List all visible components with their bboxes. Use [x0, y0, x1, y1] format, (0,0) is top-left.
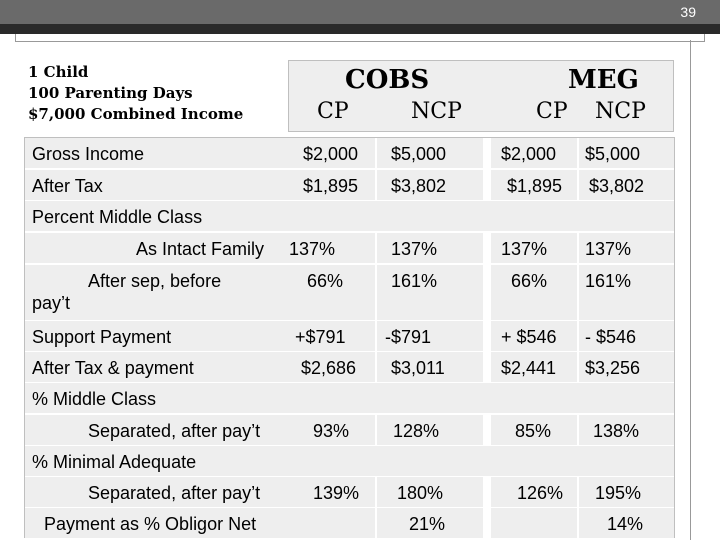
heading-line-days: 100 Parenting Days — [28, 84, 193, 102]
table-row-after-tax-payment — [25, 352, 674, 383]
cobs-cp-value: 139% — [313, 483, 360, 503]
cobs-ncp-value: 128% — [393, 421, 440, 441]
row-label: Gross Income — [32, 144, 145, 164]
meg-ncp-value: 161% — [585, 271, 632, 291]
table-row-after-separation — [25, 265, 674, 321]
table-row-minimal-adequate-section — [25, 446, 674, 477]
cobs-ncp-value: $5,000 — [391, 144, 447, 164]
meg-cp-value: 137% — [501, 239, 548, 259]
heading-line-child: 1 Child — [28, 63, 89, 81]
table-row-intact-family — [25, 233, 674, 264]
section-label: % Minimal Adequate — [32, 452, 197, 472]
cobs-cp-value: 137% — [289, 239, 336, 259]
table-row-support-payment — [25, 321, 674, 352]
meg-ncp-value: $5,000 — [585, 144, 641, 164]
cobs-cp-value: 66% — [307, 271, 344, 291]
section-label: % Middle Class — [32, 389, 157, 409]
section-label: Percent Middle Class — [32, 207, 203, 227]
meg-ncp-value: - $546 — [585, 327, 637, 347]
cobs-cp-value: +$791 — [295, 327, 346, 347]
slide-right-rule — [690, 40, 691, 540]
meg-ncp-value: 14% — [607, 514, 644, 534]
cobs-group-title: COBS — [345, 65, 430, 95]
cobs-ncp-header: NCP — [411, 99, 462, 124]
table-row-payment-obligor — [25, 508, 674, 538]
row-label: As Intact Family — [136, 239, 265, 259]
heading-line-income: $7,000 Combined Income — [28, 105, 244, 123]
table-row-after-tax — [25, 170, 674, 201]
table-row-separated-middle-class — [25, 415, 674, 446]
meg-ncp-value: 137% — [585, 239, 632, 259]
meg-ncp-value: $3,256 — [585, 358, 641, 378]
cobs-ncp-value: 137% — [391, 239, 438, 259]
meg-cp-value: $2,441 — [501, 358, 557, 378]
cobs-ncp-value: $3,011 — [391, 358, 445, 378]
slide-number: 39 — [680, 4, 696, 20]
table-row-percent-middle-class — [25, 201, 674, 232]
row-label: Support Payment — [32, 327, 172, 347]
cobs-ncp-value: 161% — [391, 271, 438, 291]
row-label: After Tax & payment — [32, 358, 194, 378]
row-label: Separated, after pay’t — [88, 421, 261, 441]
cobs-cp-value: $2,000 — [303, 144, 359, 164]
table-row-middle-class-section — [25, 383, 674, 414]
row-label: Separated, after pay’t — [88, 483, 261, 503]
meg-cp-header: CP — [536, 99, 568, 124]
cobs-ncp-value: 180% — [397, 483, 444, 503]
meg-group-title: MEG — [568, 65, 639, 95]
slide-accent-bar — [0, 24, 720, 34]
meg-cp-value: 126% — [517, 483, 564, 503]
cobs-cp-value: 93% — [313, 421, 350, 441]
table-row-gross-income — [25, 138, 674, 169]
meg-ncp-value: 138% — [593, 421, 640, 441]
meg-cp-value: $2,000 — [501, 144, 557, 164]
scenario-heading — [28, 62, 286, 132]
row-label: After Tax — [32, 176, 103, 196]
meg-ncp-value: $3,802 — [589, 176, 645, 196]
table-row-separated-minimal-adequate — [25, 477, 674, 508]
slide-frame — [15, 34, 705, 42]
comparison-table — [24, 137, 675, 538]
meg-cp-value: 66% — [511, 271, 548, 291]
row-label-line1: After sep, before — [88, 271, 222, 291]
meg-ncp-header: NCP — [595, 99, 646, 124]
cobs-ncp-value: -$791 — [385, 327, 432, 347]
column-header-panel — [288, 60, 674, 132]
cobs-cp-value: $1,895 — [303, 176, 359, 196]
meg-cp-value: 85% — [515, 421, 552, 441]
row-label: Payment as % Obligor Net — [44, 514, 257, 534]
cobs-cp-header: CP — [317, 99, 349, 124]
meg-cp-value: $1,895 — [507, 176, 563, 196]
cobs-cp-value: $2,686 — [301, 358, 357, 378]
row-label-line2: pay’t — [32, 293, 71, 313]
meg-cp-value: + $546 — [501, 327, 557, 347]
slide-top-bar — [0, 0, 720, 24]
cobs-ncp-value: 21% — [409, 514, 446, 534]
meg-ncp-value: 195% — [595, 483, 642, 503]
cobs-ncp-value: $3,802 — [391, 176, 447, 196]
